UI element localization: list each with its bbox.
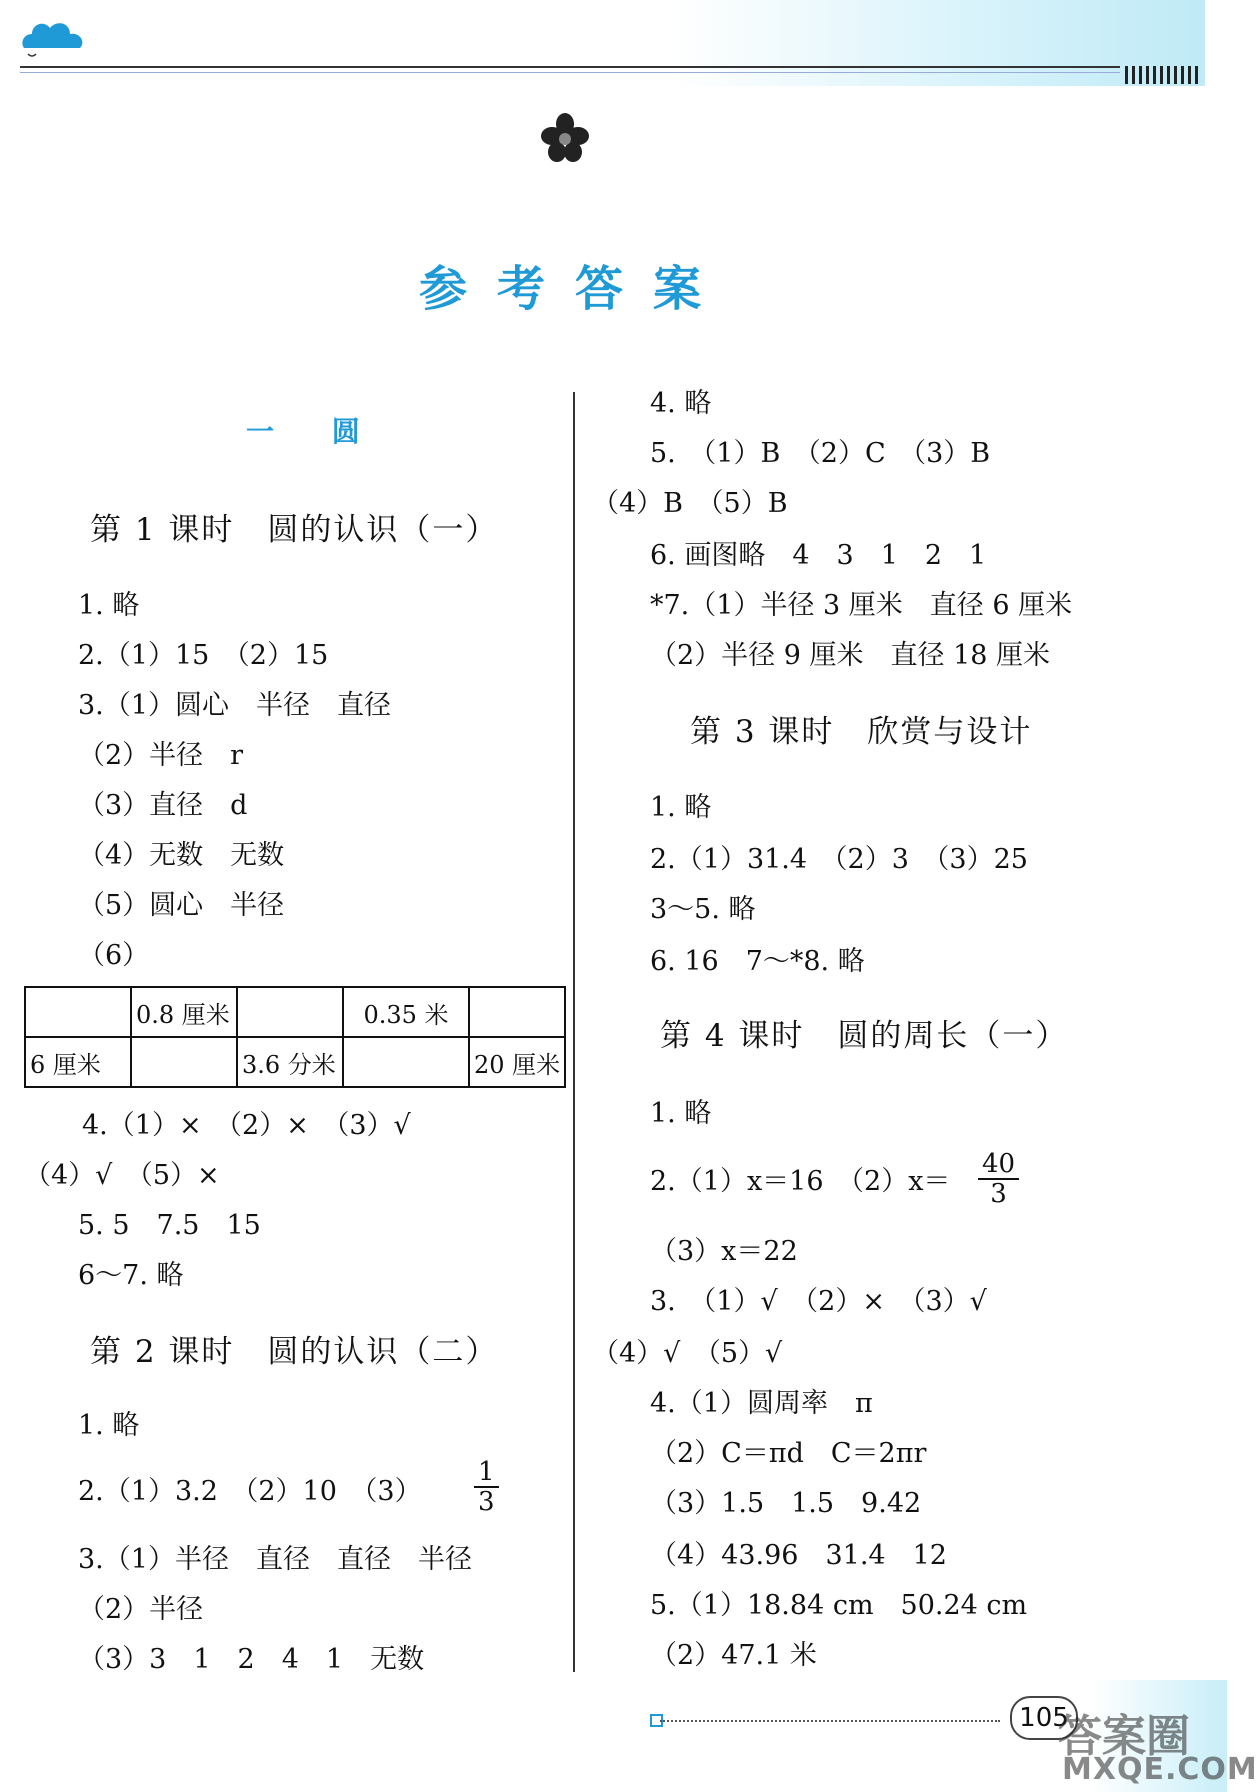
answer-line: 3.（1）圆心 半径 直径: [78, 690, 391, 721]
answer-line: （3）直径 d: [78, 790, 248, 821]
table-row: [25, 1037, 565, 1087]
page-number: 105: [1010, 1696, 1078, 1740]
answer-line: （2）半径: [78, 1594, 204, 1625]
answer-line: 3.（1）半径 直径 直径 半径: [78, 1544, 472, 1575]
answer-line: 4.（1）× （2）× （3）√: [82, 1110, 411, 1141]
answer-line: 5. （1）B （2）C （3）B: [650, 438, 991, 469]
table-cell: 0.8 厘米: [131, 987, 237, 1037]
answer-line: （2）半径 9 厘米 直径 18 厘米: [650, 640, 1051, 671]
fraction: [978, 1150, 1019, 1208]
lesson-3-title: 第 3 课时 欣赏与设计: [690, 714, 1033, 750]
table-cell: [343, 1037, 469, 1087]
lesson-1-title: 第 1 课时 圆的认识（一）: [90, 512, 499, 548]
fraction-numerator: 1: [474, 1458, 499, 1488]
column-divider: [573, 392, 575, 1672]
cloud-icon: [18, 12, 88, 60]
answer-line: 5.（1）18.84 cm 50.24 cm: [650, 1590, 1028, 1621]
answer-line: 6. 画图略 4 3 1 2 1: [650, 540, 987, 571]
answer-line: 5. 5 7.5 15: [78, 1210, 261, 1241]
answer-line: （4）B （5）B: [592, 488, 788, 519]
table-cell: 0.35 米: [343, 987, 469, 1037]
header-rule-light: [20, 72, 1120, 73]
answer-line: （4）√ （5）√: [592, 1338, 783, 1369]
table-cell: 20 厘米: [469, 1037, 565, 1087]
answer-line: （4）√ （5）×: [24, 1160, 220, 1191]
fraction-denominator: 3: [478, 1487, 495, 1517]
flower-icon: [540, 112, 590, 166]
answer-line: 6. 16 7～*8. 略: [650, 946, 865, 977]
answer-line: （6）: [78, 940, 150, 971]
answer-line: （5）圆心 半径: [78, 890, 285, 921]
table-cell: [469, 987, 565, 1037]
answer-line: （3）1.5 1.5 9.42: [650, 1488, 922, 1519]
answer-line: 2.（1）31.4 （2）3 （3）25: [650, 844, 1028, 875]
chapter-heading: 一 圆: [246, 415, 384, 448]
table-cell: 6 厘米: [25, 1037, 131, 1087]
header-band: [20, 0, 1205, 86]
lesson-2-title: 第 2 课时 圆的认识（二）: [90, 1334, 499, 1370]
header-barcode: [1125, 66, 1205, 84]
answer-line: 3～5. 略: [650, 894, 756, 925]
lesson-4-title: 第 4 课时 圆的周长（一）: [660, 1018, 1069, 1054]
answer-line: 1. 略: [78, 590, 140, 621]
fraction-numerator: 40: [978, 1150, 1019, 1180]
answer-line: （2）C＝πd C＝2πr: [650, 1438, 927, 1469]
answer-line: 4. 略: [650, 388, 712, 419]
footer-dotted-rule: [660, 1720, 1000, 1722]
answer-line: 6～7. 略: [78, 1260, 184, 1291]
answer-line: （3）x＝22: [650, 1236, 798, 1267]
answer-line: 1. 略: [650, 1098, 712, 1129]
answer-line: 4.（1）圆周率 π: [650, 1388, 873, 1419]
table-cell: [131, 1037, 237, 1087]
answer-line: （2）半径 r: [78, 740, 244, 771]
header-rule: [20, 66, 1120, 68]
answer-line: 2.（1）15 （2）15: [78, 640, 329, 671]
fraction: [474, 1458, 499, 1516]
watermark-logo: 答案圈: [1058, 1711, 1190, 1762]
answer-line: （2）47.1 米: [650, 1640, 817, 1671]
answer-line: 2.（1）x＝16 （2）x＝: [650, 1166, 951, 1197]
answer-line: 1. 略: [650, 792, 712, 823]
page-title: 参考答案: [418, 261, 731, 317]
answer-line: 2.（1）3.2 （2）10 （3）: [78, 1476, 422, 1507]
answer-line: *7.（1）半径 3 厘米 直径 6 厘米: [650, 590, 1073, 621]
answer-line: （4）无数 无数: [78, 840, 285, 871]
table-cell: 3.6 分米: [237, 1037, 343, 1087]
table-cell: [25, 987, 131, 1037]
answer-line: 3. （1）√ （2）× （3）√: [650, 1286, 987, 1317]
answer-table: [24, 986, 566, 1088]
watermark-url: MXQE.COM: [1062, 1752, 1258, 1787]
fraction-denominator: 3: [990, 1179, 1007, 1209]
table-row: [25, 987, 565, 1037]
answer-line: 1. 略: [78, 1410, 140, 1441]
answer-line: （4）43.96 31.4 12: [650, 1540, 947, 1571]
table-cell: [237, 987, 343, 1037]
answer-line: （3）3 1 2 4 1 无数: [78, 1644, 425, 1675]
